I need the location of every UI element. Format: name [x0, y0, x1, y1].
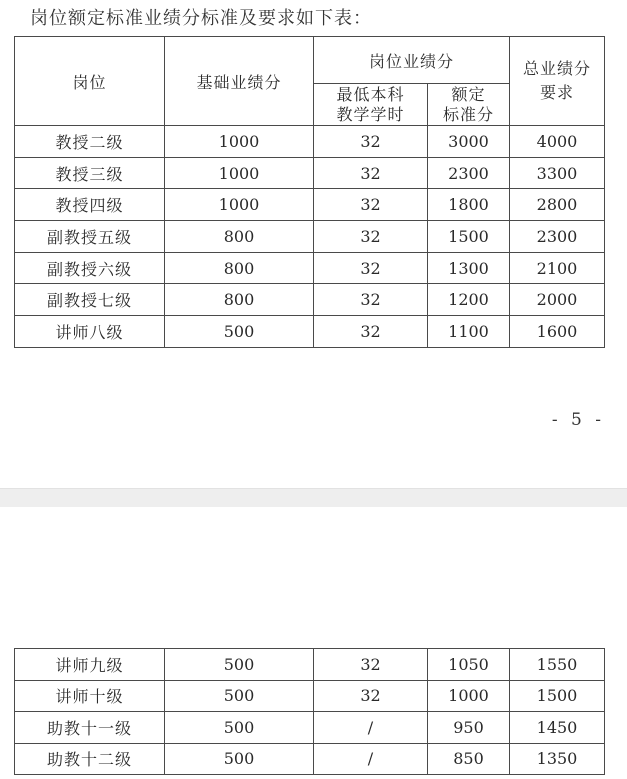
table-row	[15, 284, 605, 316]
cell-rated: 1100	[428, 316, 510, 348]
cell-min-hours: 32	[314, 284, 428, 316]
cell-total: 3300	[510, 157, 605, 189]
cell-position: 副教授六级	[15, 252, 165, 284]
cell-total: 2100	[510, 252, 605, 284]
cell-rated: 950	[428, 712, 510, 744]
cell-base: 1000	[165, 189, 314, 221]
performance-table-page-1	[14, 36, 605, 348]
cell-base: 500	[165, 316, 314, 348]
cell-min-hours: /	[314, 743, 428, 775]
header-position: 岗位	[15, 37, 165, 126]
cell-position: 副教授七级	[15, 284, 165, 316]
cell-min-hours: 32	[314, 126, 428, 158]
cell-total: 2000	[510, 284, 605, 316]
cell-total: 1500	[510, 680, 605, 712]
cell-min-hours: /	[314, 712, 428, 744]
cell-total: 2800	[510, 189, 605, 221]
intro-text: 岗位额定标准业绩分标准及要求如下表：	[30, 8, 372, 29]
cell-rated: 3000	[428, 126, 510, 158]
table-row	[15, 712, 605, 744]
cell-position: 讲师九级	[15, 649, 165, 681]
performance-table-page-2	[14, 648, 605, 775]
cell-total: 4000	[510, 126, 605, 158]
cell-min-hours: 32	[314, 316, 428, 348]
cell-base: 800	[165, 284, 314, 316]
cell-base: 1000	[165, 157, 314, 189]
table-row	[15, 680, 605, 712]
cell-position: 副教授五级	[15, 221, 165, 253]
cell-min-hours: 32	[314, 157, 428, 189]
cell-total: 1600	[510, 316, 605, 348]
cell-min-hours: 32	[314, 221, 428, 253]
table-row	[15, 649, 605, 681]
header-min-teaching-hours: 最低本科 教学学时	[314, 84, 428, 126]
cell-position: 教授二级	[15, 126, 165, 158]
cell-rated: 1050	[428, 649, 510, 681]
header-base-score: 基础业绩分	[165, 37, 314, 126]
cell-base: 800	[165, 221, 314, 253]
cell-rated: 1500	[428, 221, 510, 253]
cell-rated: 2300	[428, 157, 510, 189]
cell-base: 500	[165, 712, 314, 744]
header-total-requirement: 总业绩分 要求	[510, 37, 605, 126]
table-body-page-1	[15, 126, 605, 348]
cell-min-hours: 32	[314, 680, 428, 712]
cell-position: 教授三级	[15, 157, 165, 189]
table-row	[15, 157, 605, 189]
cell-position: 讲师八级	[15, 316, 165, 348]
cell-rated: 850	[428, 743, 510, 775]
page-separator	[0, 488, 627, 508]
cell-rated: 1000	[428, 680, 510, 712]
page-number: - 5 -	[551, 410, 605, 430]
cell-base: 1000	[165, 126, 314, 158]
table-row	[15, 743, 605, 775]
cell-position: 助教十一级	[15, 712, 165, 744]
cell-total: 1350	[510, 743, 605, 775]
table-row	[15, 316, 605, 348]
header-post-score: 岗位业绩分	[314, 37, 510, 84]
table-row	[15, 252, 605, 284]
cell-rated: 1800	[428, 189, 510, 221]
table-body-page-2	[15, 649, 605, 775]
cell-position: 讲师十级	[15, 680, 165, 712]
cell-total: 1550	[510, 649, 605, 681]
cell-total: 1450	[510, 712, 605, 744]
cell-position: 教授四级	[15, 189, 165, 221]
header-rated-score: 额定 标准分	[428, 84, 510, 126]
cell-min-hours: 32	[314, 649, 428, 681]
cell-base: 800	[165, 252, 314, 284]
cell-base: 500	[165, 680, 314, 712]
cell-position: 助教十二级	[15, 743, 165, 775]
cell-total: 2300	[510, 221, 605, 253]
cell-base: 500	[165, 743, 314, 775]
cell-rated: 1200	[428, 284, 510, 316]
cell-min-hours: 32	[314, 189, 428, 221]
table-row	[15, 126, 605, 158]
table-row	[15, 189, 605, 221]
table-row	[15, 221, 605, 253]
cell-rated: 1300	[428, 252, 510, 284]
cell-min-hours: 32	[314, 252, 428, 284]
cell-base: 500	[165, 649, 314, 681]
